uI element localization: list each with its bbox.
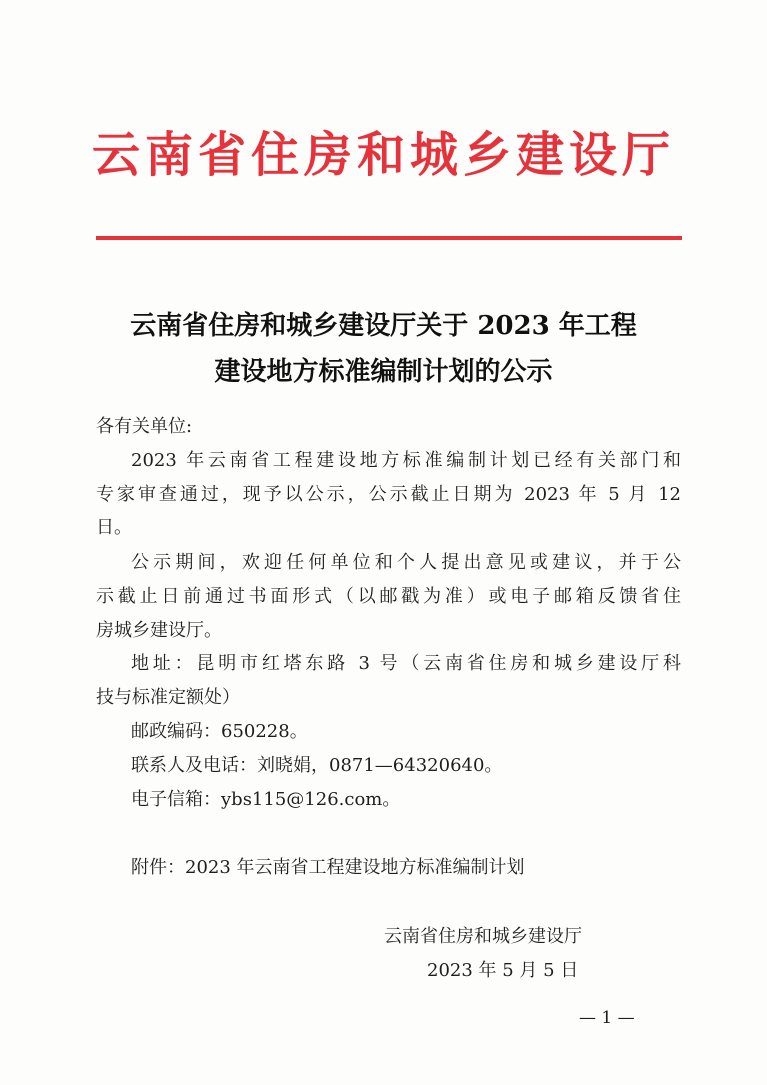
salutation: 各有关单位: [96,416,193,437]
red-divider-line [96,236,682,240]
signature-org: 云南省住房和城乡建设厅 [384,926,582,947]
paragraph-1-line-1: 2023 年云南省工程建设地方标准编制计划已经有关部门和 [131,450,681,471]
paragraph-1-line-2: 专家审查通过，现予以公示，公示截止日期为 2023 年 5 月 12 [96,484,681,505]
address-line-1: 地址：昆明市红塔东路 3 号（云南省住房和城乡建设厅科 [131,653,681,674]
paragraph-2-line-3: 房城乡建设厅。 [96,620,222,641]
page-number: — 1 — [579,1008,635,1028]
attachment-line: 附件：2023 年云南省工程建设地方标准编制计划 [131,857,525,878]
contact-phone: 联系人及电话：刘晓娟，0871—64320640。 [131,755,503,776]
document-title-line-2: 建设地方标准编制计划的公示 [214,357,553,387]
email-line: 电子信箱：ybs115@126.com。 [131,789,401,810]
document-title-line-1: 云南省住房和城乡建设厅关于 2023 年工程 [130,311,637,341]
paragraph-2-line-1: 公示期间，欢迎任何单位和个人提出意见或建议，并于公 [131,552,681,573]
postcode: 邮政编码：650228。 [131,721,308,742]
masthead-title: 云南省住房和城乡建设厅 [91,127,675,183]
paragraph-1-line-3: 日。 [96,517,132,538]
address-line-2: 技与标准定额处） [96,687,240,708]
signature-date: 2023 年 5 月 5 日 [427,960,579,981]
paragraph-2-line-2: 示截止日前通过书面形式（以邮戳为准）或电子邮箱反馈省住 [96,586,681,607]
